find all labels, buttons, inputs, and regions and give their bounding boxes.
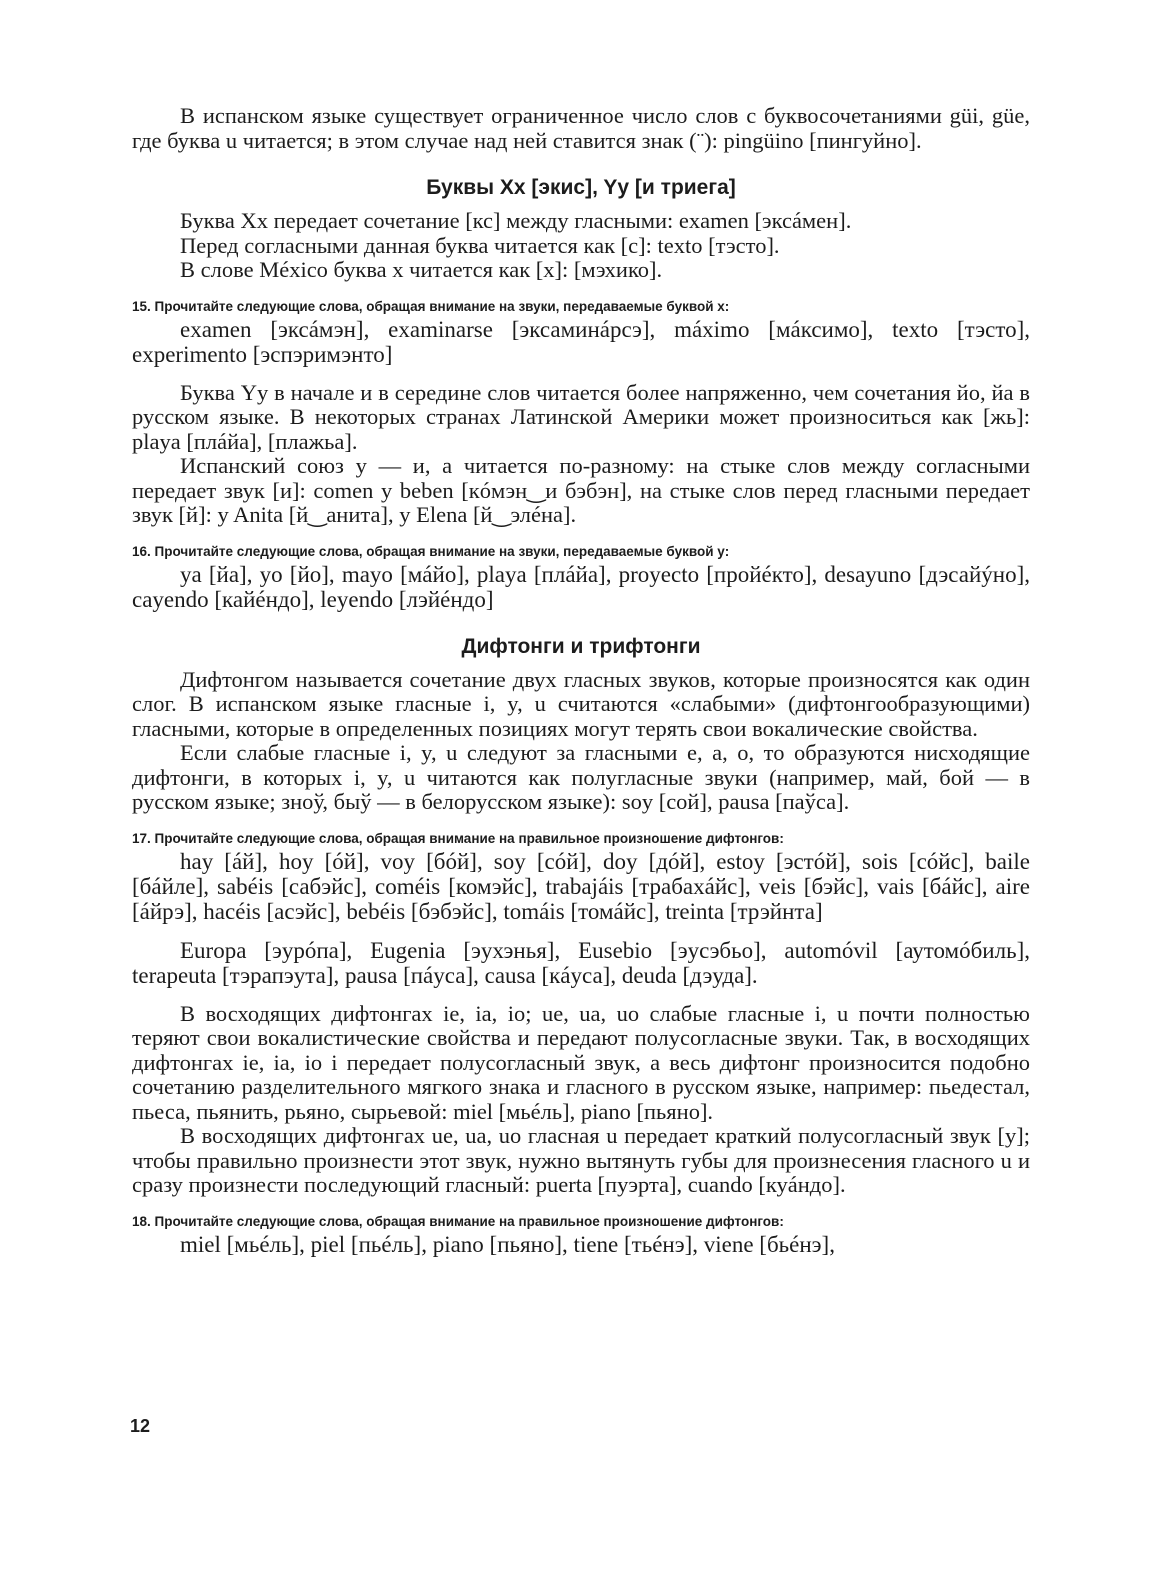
exercise-16-heading: 16. Прочитайте следующие слова, обращая внимание на звуки, передаваемые буквой y: <box>132 543 730 559</box>
paragraph-conjunction-y: Испанский союз y — и, а читается по-разному: на стыке слов между согласными передает звук [и]: comen y beben [кóмэн‿и бэбэн], на стыке слов перед гласными передает звук [й]: y Anita [й‿анита], y Elena [й‿элéна]. <box>132 453 1030 527</box>
paragraph-letter-x-1: Буква Xx передает сочетание [кс] между гласными: examen [эксáмен]. <box>180 208 852 233</box>
exercise-15-words: examen [эксáмэн], examinarse [эксаминáрсэ], máximo [мáксимо], texto [тэсто], experimento [эспэримэнто] <box>132 316 1030 367</box>
paragraph-letter-x-3: В слове México буква x читается как [х]: [мэхико]. <box>180 257 663 282</box>
page-number: 12 <box>130 1416 151 1436</box>
section-heading-diphthongs: Дифтонги и трифтонги <box>461 634 701 658</box>
exercise-16-words: ya [йа], yo [йо], mayo [мáйо], playa [плáйа], proyecto [пройéкто], desayuno [дэсайýно], cayendo [кайéндо], leyendo [лэйéндо] <box>132 561 1030 612</box>
exercise-17-words-2: Europa [эурóпа], Eugenia [эухэнья], Eusebio [эусэбьо], automóvil [аутомóбиль], terapeuta [тэрапэута], pausa [пáуса], causa [кáуса], deuda [дэуда]. <box>132 937 1030 988</box>
paragraph-rising-diphthongs-u: В восходящих дифтонгах ue, ua, uo гласная u передает краткий полусогласный звук [у]; чтобы правильно произнести этот звук, нужно вытянуть губы для произнесения гласного u и сразу произнести последующий гласный: puerta [пуэрта], cuando [куáндо]. <box>132 1123 1030 1197</box>
exercise-18-heading: 18. Прочитайте следующие слова, обращая внимание на правильное произношение дифтонгов: <box>132 1213 784 1229</box>
exercise-17-words-1: hay [áй], hoy [óй], voy [бóй], soy [сóй], doy [дóй], estoy [эстóй], sois [сóйс], baile [бáйле], sabéis [сабэйс], coméis [комэйс], trabajáis [трабахáйс], veis [бэйс], vais [бáйс], aire [áйрэ], hacéis [асэйс], bebéis [бэбэйс], tomáis [томáйс], treinta [трэйнта] <box>132 848 1030 924</box>
paragraph-rising-diphthongs: В восходящих дифтонгах ie, ia, io; ue, ua, uo слабые гласные i, u почти полностью теряют свои вокалистические свойства и передают полусогласные звуки. Так, в восходящих дифтонгах ie, ia, io i передает полусогласный звук, а весь дифтонг произносится подобно сочетанию разделительного мягкого знака и гласного в русском языке, например: пьедестал, пьеса, пьянить, рьяно, сырьевой: miel [мьéль], piano [пьяно]. <box>132 1000 1030 1124</box>
paragraph-diphthong-definition: Дифтонгом называется сочетание двух гласных звуков, которые произносятся как один слог. В испанском языке гласные i, y, u считаются «слабыми» (дифтонгообразующими) гласными, которые в определенных позициях могут терять свои вокалические свойства. <box>132 666 1030 741</box>
exercise-17-heading: 17. Прочитайте следующие слова, обращая внимание на правильное произношение дифтонгов: <box>132 830 784 846</box>
paragraph-letter-x-2: Перед согласными данная буква читается как [с]: texto [тэсто]. <box>180 232 780 258</box>
section-heading-letters-x-y: Буквы Xx [экис], Yy [и триега] <box>426 176 736 199</box>
exercise-18-words: miel [мьéль], piel [пьéль], piano [пьяно], tiene [тьéнэ], viene [бьéнэ], <box>180 1231 835 1257</box>
exercise-15-heading: 15. Прочитайте следующие слова, обращая внимание на звуки, передаваемые буквой x: <box>132 298 730 314</box>
paragraph-letter-y: Буква Yy в начале и в середине слов читается более напряженно, чем сочетания йо, йа в русском языке. В некоторых странах Латинской Америки может произноситься как [жь]: playa [плáйа], [плажьа]. <box>132 379 1030 454</box>
paragraph-gui-gue: В испанском языке существует ограниченное число слов с буквосочетаниями güi, güe, где буква u читается; в этом случае над ней ставится знак (¨): pingüino [пингуйно]. <box>132 103 1030 153</box>
page-body <box>132 104 1030 1257</box>
paragraph-falling-diphthongs: Если слабые гласные i, y, u следуют за гласными e, a, o, то образуются нисходящие дифтонги, в которых i, y, u читаются как полугласные звуки (например, май, бой — в русском языке; зноў, быў — в белорусском языке): soy [сой], pausa [паўса]. <box>132 740 1030 814</box>
